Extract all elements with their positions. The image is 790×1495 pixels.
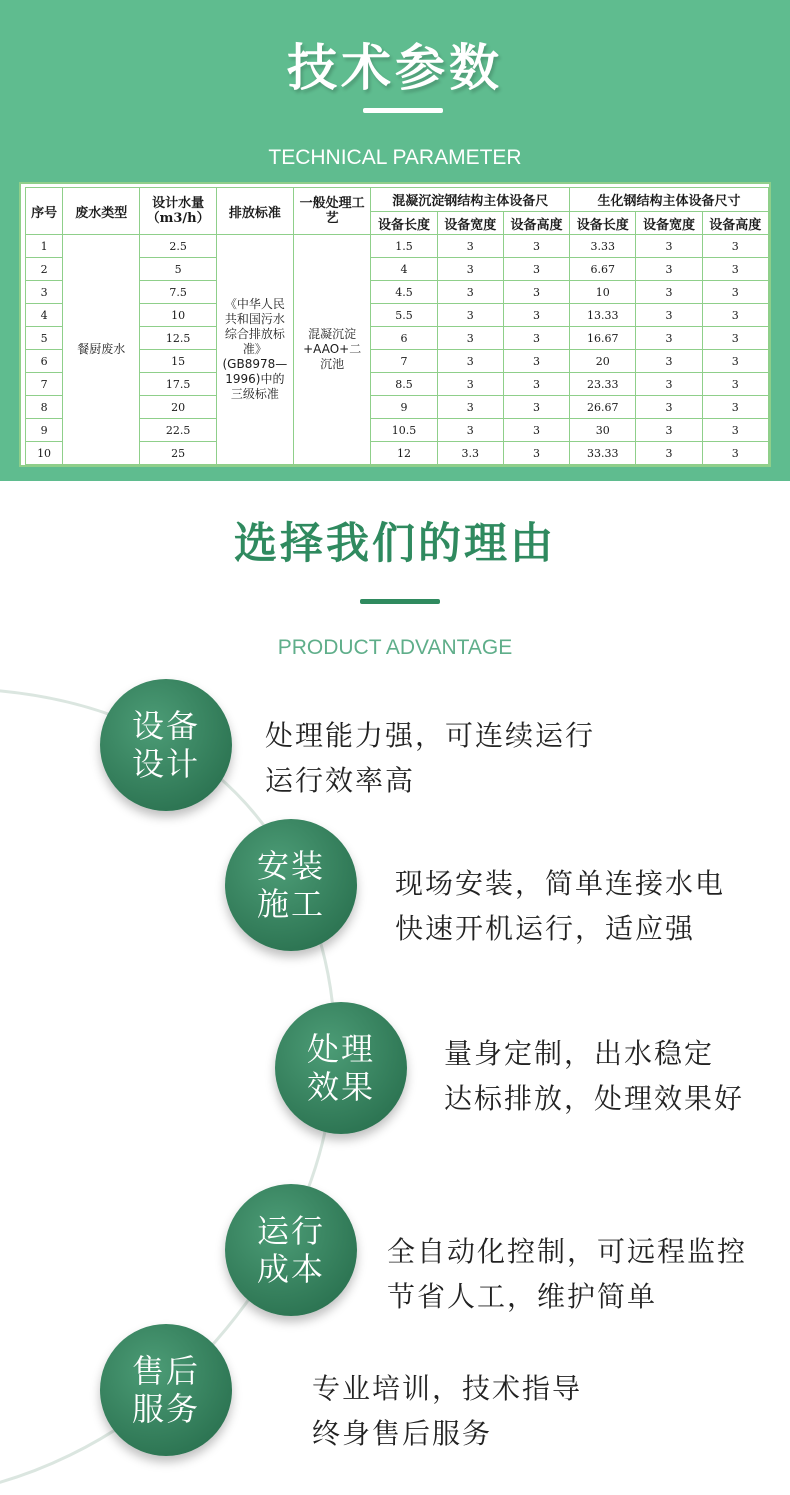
advantage-description-line: 全自动化控制，可远程监控 (387, 1235, 748, 1268)
biochemical-height-cell: 3 (702, 442, 768, 465)
coagulation-height-cell: 3 (503, 327, 569, 350)
biochemical-width-cell: 3 (636, 258, 702, 281)
coagulation-length-cell: 6 (371, 327, 437, 350)
coagulation-length-cell: 8.5 (371, 373, 437, 396)
header-process: 一般处理工艺 (294, 188, 371, 235)
technical-parameter-section (0, 0, 790, 481)
biochemical-height-cell: 3 (702, 373, 768, 396)
advantage-description (444, 1031, 744, 1121)
advantage-badge (275, 1002, 407, 1134)
biochemical-height-cell: 3 (702, 235, 768, 258)
standard-cell: 《中华人民共和国污水综合排放标准》(GB8978—1996)中的三级标准 (216, 235, 293, 465)
parameter-table (25, 187, 769, 465)
row-index: 9 (26, 419, 63, 442)
coagulation-length-cell: 4 (371, 258, 437, 281)
header-length: 设备长度 (371, 212, 437, 235)
biochemical-length-cell: 33.33 (570, 442, 636, 465)
advantage-description-line: 快速开机运行，适应强 (395, 912, 696, 945)
coagulation-height-cell: 3 (503, 373, 569, 396)
biochemical-height-cell: 3 (702, 327, 768, 350)
biochemical-length-cell: 16.67 (570, 327, 636, 350)
parameter-table-frame (19, 182, 771, 467)
biochemical-width-cell: 3 (636, 396, 702, 419)
coagulation-width-cell: 3 (437, 396, 503, 419)
advantage-description-line: 节省人工，维护简单 (387, 1280, 658, 1313)
coagulation-width-cell: 3 (437, 373, 503, 396)
coagulation-length-cell: 5.5 (371, 304, 437, 327)
biochemical-height-cell: 3 (702, 419, 768, 442)
header-index: 序号 (26, 188, 63, 235)
row-index: 4 (26, 304, 63, 327)
coagulation-height-cell: 3 (503, 304, 569, 327)
biochemical-length-cell: 3.33 (570, 235, 636, 258)
header-group-coagulation: 混凝沉淀钢结构主体设备尺 (371, 188, 570, 212)
design-volume-cell: 25 (140, 442, 216, 465)
row-index: 1 (26, 235, 63, 258)
coagulation-width-cell: 3 (437, 350, 503, 373)
process-cell: 混凝沉淀+AAO+二沉池 (294, 235, 371, 465)
coagulation-length-cell: 12 (371, 442, 437, 465)
section-title: 技术参数 (287, 39, 503, 97)
biochemical-length-cell: 10 (570, 281, 636, 304)
biochemical-length-cell: 30 (570, 419, 636, 442)
table-body (26, 235, 769, 465)
title-divider (363, 108, 443, 113)
header-design-volume: 设计水量（m3/h） (140, 188, 216, 235)
advantage-badge-label: 设备设计 (131, 707, 200, 783)
biochemical-width-cell: 3 (636, 373, 702, 396)
biochemical-height-cell: 3 (702, 396, 768, 419)
advantage-badge-label: 处理效果 (306, 1030, 375, 1106)
coagulation-height-cell: 3 (503, 281, 569, 304)
advantage-description (395, 861, 725, 951)
biochemical-width-cell: 3 (636, 304, 702, 327)
coagulation-length-cell: 10.5 (371, 419, 437, 442)
row-index: 5 (26, 327, 63, 350)
biochemical-height-cell: 3 (702, 304, 768, 327)
table-header-row (26, 188, 769, 212)
advantage-divider (360, 599, 440, 604)
coagulation-width-cell: 3 (437, 419, 503, 442)
row-index: 8 (26, 396, 63, 419)
coagulation-width-cell: 3 (437, 258, 503, 281)
coagulation-height-cell: 3 (503, 442, 569, 465)
biochemical-width-cell: 3 (636, 327, 702, 350)
biochemical-width-cell: 3 (636, 235, 702, 258)
design-volume-cell: 7.5 (140, 281, 216, 304)
header-water-type: 废水类型 (63, 188, 140, 235)
header-group-biochemical: 生化钢结构主体设备尺寸 (570, 188, 769, 212)
biochemical-length-cell: 6.67 (570, 258, 636, 281)
advantage-description-line: 处理能力强，可连续运行 (265, 719, 596, 752)
water-type-cell: 餐厨废水 (63, 235, 140, 465)
table-row (26, 235, 769, 258)
advantage-description (265, 713, 595, 803)
design-volume-cell: 5 (140, 258, 216, 281)
advantage-description-line: 量身定制，出水稳定 (444, 1037, 715, 1070)
design-volume-cell: 12.5 (140, 327, 216, 350)
biochemical-width-cell: 3 (636, 419, 702, 442)
advantage-badge-label: 安装施工 (256, 847, 325, 923)
biochemical-width-cell: 3 (636, 281, 702, 304)
advantage-subtitle: PRODUCT ADVANTAGE (277, 636, 513, 659)
advantage-description-line: 专业培训，技术指导 (312, 1372, 583, 1405)
advantage-badge (225, 819, 357, 951)
biochemical-height-cell: 3 (702, 281, 768, 304)
row-index: 6 (26, 350, 63, 373)
coagulation-height-cell: 3 (503, 419, 569, 442)
coagulation-length-cell: 7 (371, 350, 437, 373)
design-volume-cell: 10 (140, 304, 216, 327)
design-volume-cell: 15 (140, 350, 216, 373)
advantage-badge (100, 1324, 232, 1456)
header-length: 设备长度 (570, 212, 636, 235)
section-subtitle: TECHNICAL PARAMETER (268, 146, 522, 169)
biochemical-length-cell: 26.67 (570, 396, 636, 419)
design-volume-cell: 22.5 (140, 419, 216, 442)
coagulation-height-cell: 3 (503, 235, 569, 258)
header-height: 设备高度 (503, 212, 569, 235)
advantage-description-line: 现场安装，简单连接水电 (395, 867, 726, 900)
biochemical-width-cell: 3 (636, 350, 702, 373)
coagulation-width-cell: 3 (437, 327, 503, 350)
design-volume-cell: 20 (140, 396, 216, 419)
advantage-badge (225, 1184, 357, 1316)
coagulation-width-cell: 3 (437, 281, 503, 304)
biochemical-height-cell: 3 (702, 350, 768, 373)
header-standard: 排放标准 (216, 188, 293, 235)
advantage-badge-label: 运行成本 (256, 1212, 325, 1288)
row-index: 10 (26, 442, 63, 465)
row-index: 2 (26, 258, 63, 281)
advantage-description-line: 达标排放，处理效果好 (444, 1082, 745, 1115)
row-index: 3 (26, 281, 63, 304)
biochemical-length-cell: 23.33 (570, 373, 636, 396)
header-width: 设备宽度 (636, 212, 702, 235)
coagulation-height-cell: 3 (503, 258, 569, 281)
advantage-badge-label: 售后服务 (131, 1352, 200, 1428)
advantage-description-line: 终身售后服务 (312, 1417, 493, 1450)
biochemical-width-cell: 3 (636, 442, 702, 465)
row-index: 7 (26, 373, 63, 396)
advantage-badge (100, 679, 232, 811)
coagulation-height-cell: 3 (503, 396, 569, 419)
coagulation-height-cell: 3 (503, 350, 569, 373)
design-volume-cell: 2.5 (140, 235, 216, 258)
biochemical-length-cell: 13.33 (570, 304, 636, 327)
advantage-description (312, 1366, 582, 1456)
coagulation-length-cell: 9 (371, 396, 437, 419)
coagulation-width-cell: 3 (437, 304, 503, 327)
header-width: 设备宽度 (437, 212, 503, 235)
advantage-description (387, 1229, 747, 1319)
advantage-description-line: 运行效率高 (265, 764, 416, 797)
biochemical-height-cell: 3 (702, 258, 768, 281)
advantage-title: 选择我们的理由 (234, 519, 556, 569)
design-volume-cell: 17.5 (140, 373, 216, 396)
header-height: 设备高度 (702, 212, 768, 235)
coagulation-length-cell: 4.5 (371, 281, 437, 304)
biochemical-length-cell: 20 (570, 350, 636, 373)
coagulation-length-cell: 1.5 (371, 235, 437, 258)
coagulation-width-cell: 3.3 (437, 442, 503, 465)
coagulation-width-cell: 3 (437, 235, 503, 258)
